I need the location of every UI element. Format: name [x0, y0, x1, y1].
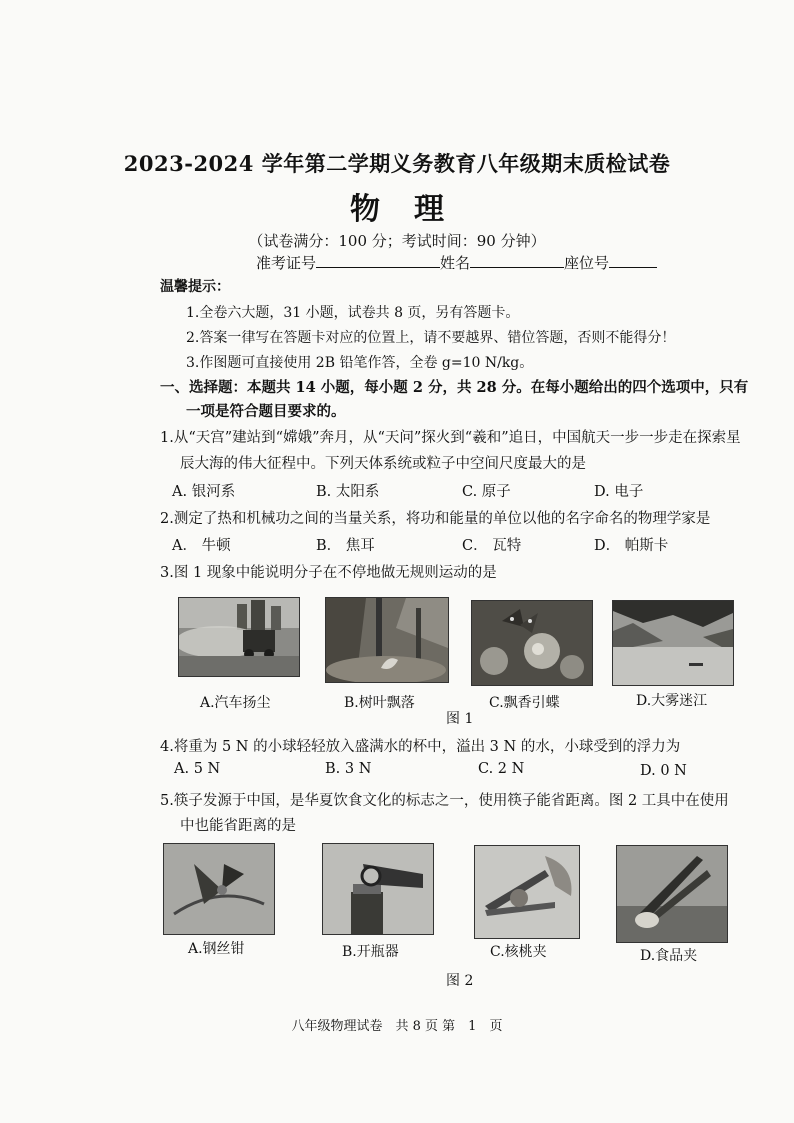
- photo-butterfly-flowers: [471, 600, 593, 686]
- figure-caption: D.食品夹: [640, 948, 698, 964]
- tip-item: 1.全卷六大题，31 小题，试卷共 8 页，另有答题卡。: [186, 305, 520, 321]
- exam-title: 2023-2024 学年第二学期义务教育八年级期末质检试卷: [123, 151, 671, 176]
- figure-label: 图 1: [446, 711, 474, 727]
- option-a: A． 牛顿: [172, 538, 231, 554]
- photo-food-tongs: [616, 845, 728, 943]
- question-2: 2.测定了热和机械功之间的当量关系，将功和能量的单位以他的名字命名的物理学家是: [160, 511, 711, 527]
- question-3: 3.图 1 现象中能说明分子在不停地做无规则运动的是: [160, 565, 497, 581]
- option-d: D． 帕斯卡: [594, 538, 669, 554]
- photo-foggy-river: [612, 600, 734, 686]
- page-footer: 八年级物理试卷 共 8 页 第 1 页: [291, 1019, 503, 1034]
- seat-label: 座位号: [564, 254, 610, 272]
- question-5-cont: 中也能省距离的是: [180, 818, 296, 834]
- question-4: 4.将重为 5 N 的小球轻轻放入盛满水的杯中，溢出 3 N 的水，小球受到的浮力为: [160, 739, 681, 755]
- question-1-cont: 辰大海的伟大征程中。下列天体系统或粒子中空间尺度最大的是: [180, 456, 586, 472]
- section-heading-cont: 一项是符合题目要求的。: [186, 403, 346, 420]
- figure-caption: D.大雾迷江: [636, 693, 708, 709]
- figure-label: 图 2: [446, 973, 474, 989]
- subject-title: 物理: [350, 192, 478, 227]
- figure-caption: A.汽车扬尘: [200, 695, 271, 711]
- figure-caption: B.树叶飘落: [344, 695, 415, 711]
- figure-caption: A.钢丝钳: [188, 941, 245, 957]
- option-d: D. 0 N: [640, 763, 687, 779]
- photo-wire-pliers: [163, 843, 275, 935]
- tip-item: 3.作图题可直接使用 2B 铅笔作答，全卷 g=10 N/kg。: [186, 355, 534, 371]
- option-a: A. 5 N: [174, 761, 221, 777]
- option-b: B. 太阳系: [316, 484, 380, 500]
- photo-car-dust: [178, 597, 300, 677]
- option-b: B. 3 N: [325, 761, 372, 777]
- score-info: （试卷满分：100 分；考试时间：90 分钟）: [248, 232, 546, 250]
- photo-nutcracker: [474, 845, 580, 939]
- id-label: 准考证号: [256, 254, 317, 272]
- option-d: D. 电子: [594, 484, 644, 500]
- section-heading: 一、选择题：本题共 14 小题，每小题 2 分，共 28 分。在每小题给出的四个选项中，只有: [160, 379, 749, 396]
- question-1: 1.从“天宫”建站到“嫦娥”奔月，从“天问”探火到“羲和”追日，中国航天一步一步走在探索星: [160, 430, 741, 446]
- photo-falling-leaves: [325, 597, 449, 683]
- id-blank: [316, 253, 440, 268]
- figure-caption: C.飘香引蝶: [489, 695, 560, 711]
- photo-bottle-opener: [322, 843, 434, 935]
- name-label: 姓名: [440, 254, 471, 272]
- option-c: C． 瓦特: [462, 538, 522, 554]
- question-5: 5.筷子发源于中国，是华夏饮食文化的标志之一，使用筷子能省距离。图 2 工具中在使用: [160, 793, 729, 809]
- seat-blank: [609, 253, 657, 268]
- tip-item: 2.答案一律写在答题卡对应的位置上，请不要越界、错位答题，否则不能得分！: [186, 330, 676, 346]
- candidate-info-line: [256, 252, 657, 273]
- option-c: C. 原子: [462, 484, 511, 500]
- option-a: A. 银河系: [172, 484, 236, 500]
- name-blank: [470, 253, 564, 268]
- option-b: B． 焦耳: [316, 538, 375, 554]
- tips-heading: 温馨提示：: [160, 279, 230, 295]
- figure-caption: B.开瓶器: [342, 944, 399, 960]
- figure-caption: C.核桃夹: [490, 944, 547, 960]
- option-c: C. 2 N: [478, 761, 525, 777]
